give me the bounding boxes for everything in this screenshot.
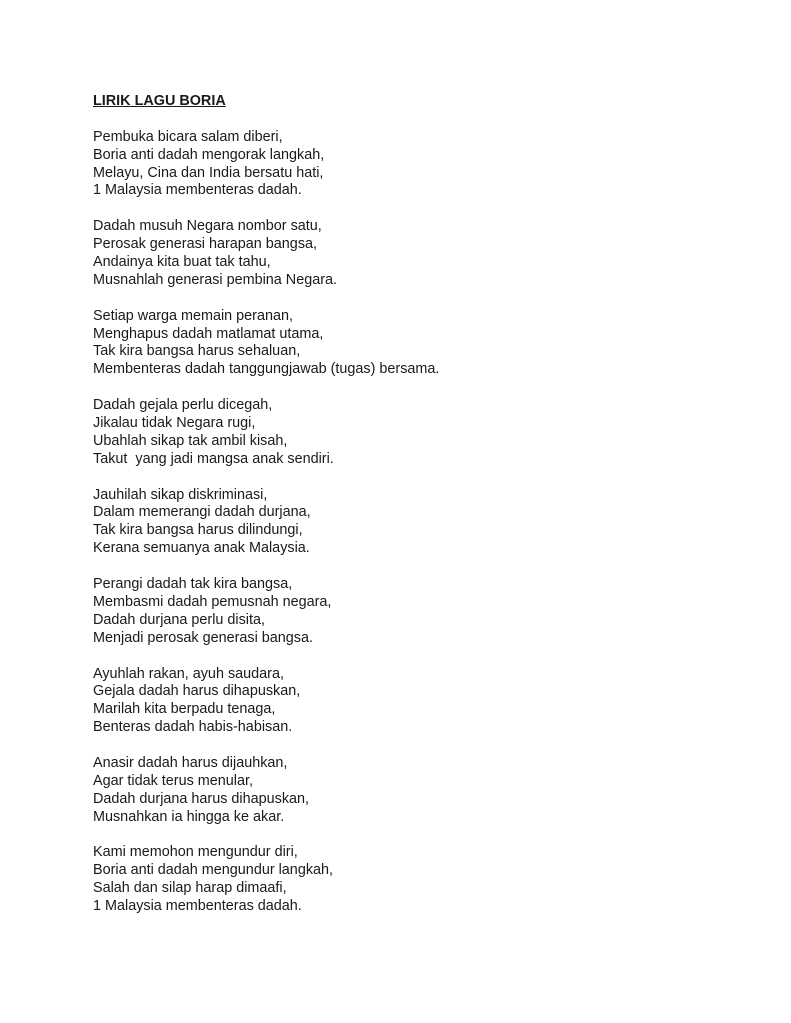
lyrics-body: [93, 93, 733, 934]
lyric-line: Membenteras dadah tanggungjawab (tugas) bersama.: [93, 361, 440, 378]
lyric-line: Anasir dadah harus dijauhkan,: [93, 754, 288, 771]
lyric-line: Setiap warga memain peranan,: [93, 307, 293, 324]
stanza-1: [93, 129, 733, 201]
stanza-6: [93, 576, 733, 648]
lyric-line: Agar tidak terus menular,: [93, 772, 253, 789]
lyric-line: Benteras dadah habis-habisan.: [93, 719, 293, 736]
lyric-line: Salah dan silap harap dimaafi,: [93, 880, 287, 897]
stanza-9: [93, 844, 733, 916]
stanza-7: [93, 666, 733, 738]
lyric-line: Melayu, Cina dan India bersatu hati,: [93, 164, 324, 181]
lyric-line: Andainya kita buat tak tahu,: [93, 254, 271, 271]
lyric-line: Takut yang jadi mangsa anak sendiri.: [93, 450, 334, 467]
lyric-line: Boria anti dadah mengorak langkah,: [93, 146, 325, 163]
lyric-line: 1 Malaysia membenteras dadah.: [93, 182, 302, 199]
stanza-4: [93, 397, 733, 469]
lyric-line: Gejala dadah harus dihapuskan,: [93, 683, 301, 700]
document-title: LIRIK LAGU BORIA: [93, 93, 226, 109]
lyric-line: Dadah durjana harus dihapuskan,: [93, 790, 310, 807]
lyric-line: Kerana semuanya anak Malaysia.: [93, 540, 310, 557]
stanza-5: [93, 487, 733, 559]
lyric-line: Tak kira bangsa harus dilindungi,: [93, 522, 303, 539]
stanza-3: [93, 308, 733, 380]
lyric-line: Dadah durjana perlu disita,: [93, 611, 265, 628]
lyric-line: Marilah kita berpadu tenaga,: [93, 701, 276, 718]
lyric-line: Pembuka bicara salam diberi,: [93, 128, 283, 145]
lyric-line: Dadah musuh Negara nombor satu,: [93, 218, 322, 235]
lyric-line: Jauhilah sikap diskriminasi,: [93, 486, 268, 503]
lyric-line: Dalam memerangi dadah durjana,: [93, 504, 311, 521]
lyric-line: Dadah gejala perlu dicegah,: [93, 397, 273, 414]
lyric-line: Ubahlah sikap tak ambil kisah,: [93, 432, 288, 449]
lyric-line: Membasmi dadah pemusnah negara,: [93, 593, 332, 610]
lyric-line: Jikalau tidak Negara rugi,: [93, 415, 256, 432]
lyric-line: Musnahkan ia hingga ke akar.: [93, 808, 285, 825]
lyric-line: Ayuhlah rakan, ayuh saudara,: [93, 665, 284, 682]
lyric-line: Perosak generasi harapan bangsa,: [93, 236, 318, 253]
lyric-line: Menjadi perosak generasi bangsa.: [93, 629, 313, 646]
lyric-line: Kami memohon mengundur diri,: [93, 844, 298, 861]
lyric-line: Musnahlah generasi pembina Negara.: [93, 271, 337, 288]
lyric-line: Tak kira bangsa harus sehaluan,: [93, 343, 301, 360]
lyric-line: Boria anti dadah mengundur langkah,: [93, 862, 334, 879]
stanza-8: [93, 755, 733, 827]
stanza-2: [93, 218, 733, 290]
lyric-line: Perangi dadah tak kira bangsa,: [93, 576, 293, 593]
lyric-line: Menghapus dadah matlamat utama,: [93, 325, 324, 342]
lyric-line: 1 Malaysia membenteras dadah.: [93, 898, 302, 915]
